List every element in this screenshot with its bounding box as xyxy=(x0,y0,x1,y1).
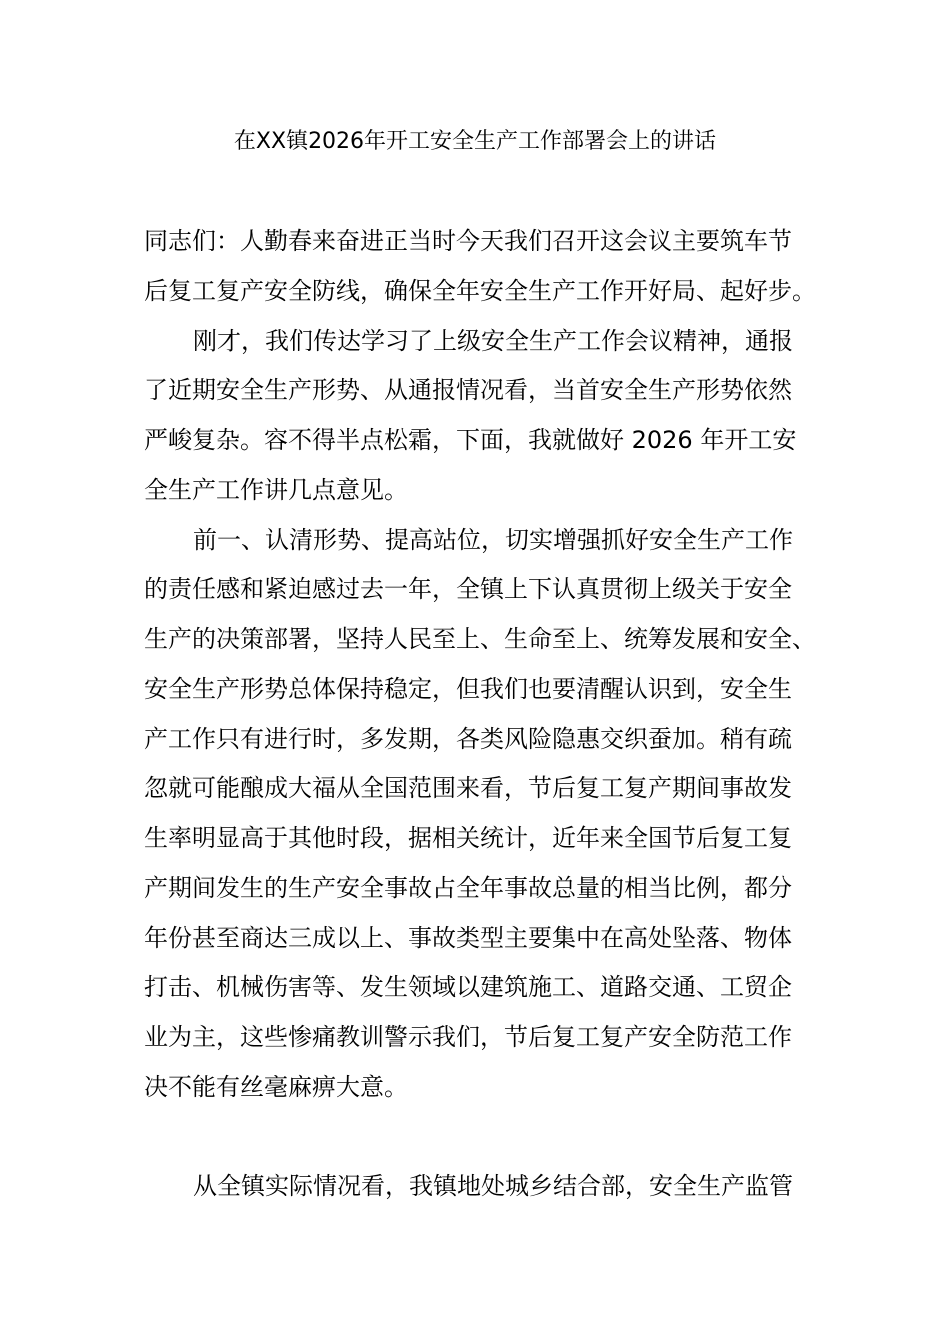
text-line: 产期间发生的生产安全事故占全年事故总量的相当比例，都分 xyxy=(144,874,792,902)
text-line: 后复工复产安全防线，确保全年安全生产工作开好局、起好步。 xyxy=(144,277,816,305)
document-title: 在XX镇2026年开工安全生产工作部署会上的讲话 xyxy=(233,129,717,154)
text-line: 了近期安全生产形势、从通报情况看，当首安全生产形势依然 xyxy=(144,376,792,404)
text-line: 忽就可能酿成大福从全国范围来看，节后复工复产期间事故发 xyxy=(144,774,792,802)
text-line: 全生产工作讲几点意见。 xyxy=(144,476,408,504)
text-line: 刚才，我们传达学习了上级安全生产工作会议精神，通报 xyxy=(193,327,793,355)
text-line: 严峻复杂。容不得半点松霜，下面，我就做好 2026 年开工安 xyxy=(144,426,797,454)
text-line: 安全生产形势总体保持稳定，但我们也要清醒认识到，安全生 xyxy=(144,675,792,703)
text-line: 业为主，这些惨痛教训警示我们，节后复工复产安全防范工作 xyxy=(144,1023,792,1051)
text-line: 决不能有丝毫麻痹大意。 xyxy=(144,1073,408,1101)
text-line: 前一、认清形势、提高站位，切实增强抓好安全生产工作 xyxy=(193,526,793,554)
text-line: 产工作只有进行时，多发期，各类风险隐惠交织蚕加。稍有疏 xyxy=(144,725,792,753)
text-line: 从全镇实际情况看，我镇地处城乡结合部，安全生产监管 xyxy=(193,1172,793,1200)
text-line: 同志们：人勤春来奋进正当时今天我们召开这会议主要筑车节 xyxy=(144,227,792,255)
text-line: 生产的决策部署，坚持人民至上、生命至上、统筹发展和安全、 xyxy=(144,625,816,653)
text-line: 的责任感和紧迫感过去一年，全镇上下认真贯彻上级关于安全 xyxy=(144,575,792,603)
text-line: 年份甚至商达三成以上、事故类型主要集中在高处坠落、物体 xyxy=(144,924,792,952)
text-line: 打击、机械伤害等、发生领域以建筑施工、道路交通、工贸企 xyxy=(144,973,792,1001)
text-line: 生率明显高于其他时段，据相关统计，近年来全国节后复工复 xyxy=(144,824,792,852)
